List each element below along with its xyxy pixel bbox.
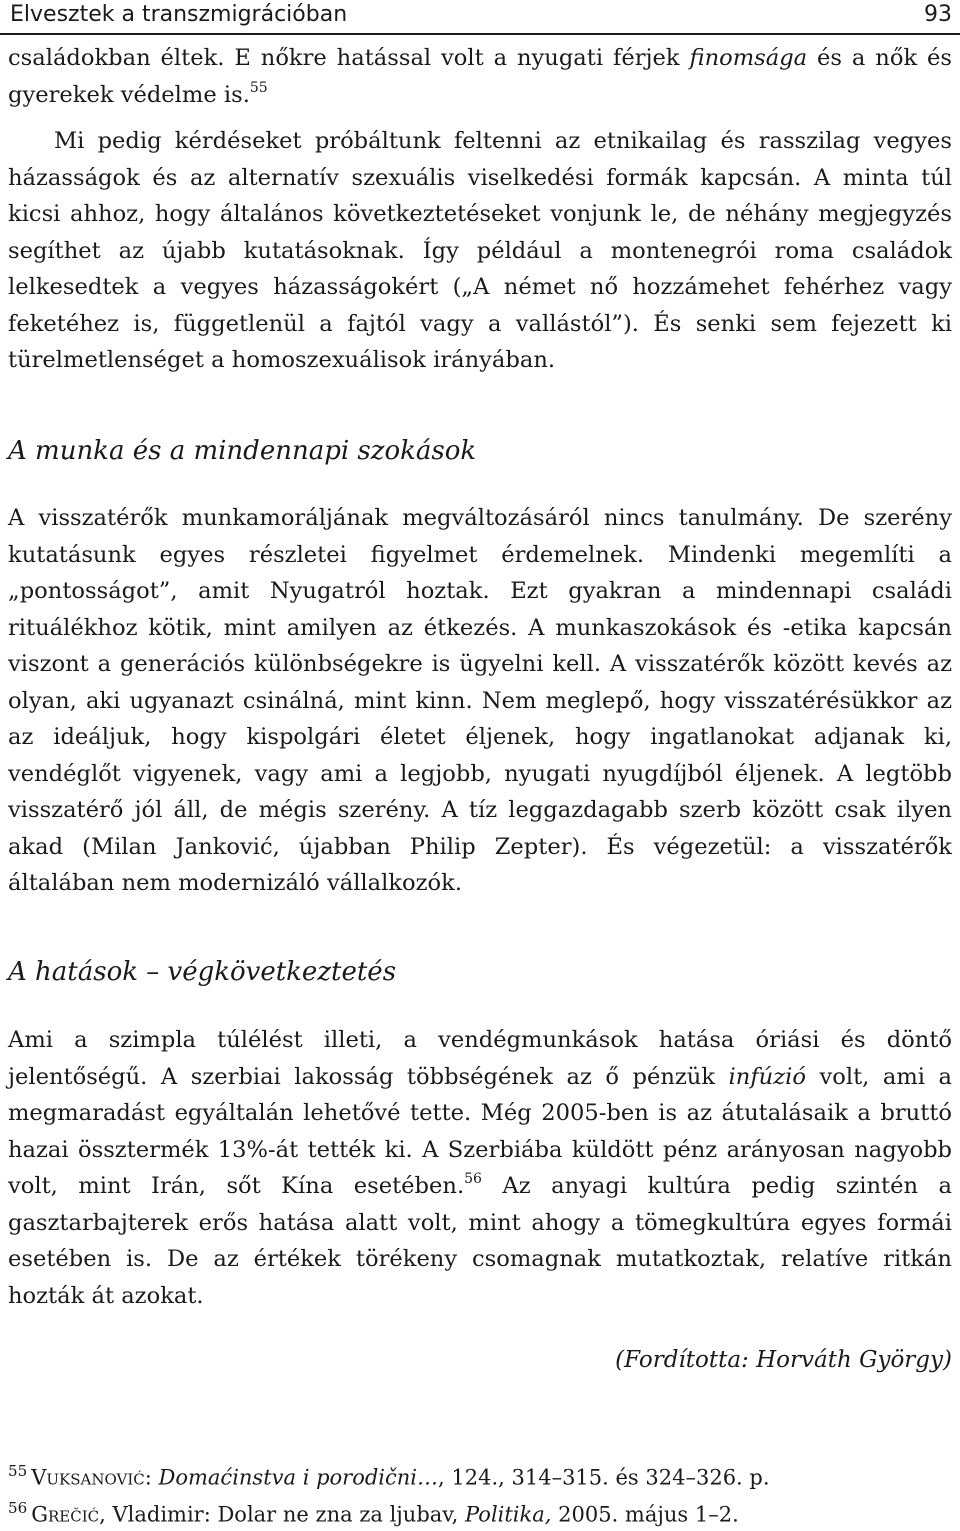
header-rule [0,33,960,35]
footnote-ref-55[interactable]: 55 [249,79,268,96]
emphasis: finomsága [689,45,808,71]
section-heading-work: A munka és a mindennapi szokások [8,436,477,466]
running-title: Elvesztek a transzmigrációban [10,2,348,27]
footnote-55: $^{55}$ Vuksanović: Domaćinstva i porodični…, 124., 314–315. és 324–326. p. [8,1462,770,1490]
footnote-56: $^{56}$ Grečić, Vladimir: Dolar ne zna za ljubav, Politika, 2005. május 1–2. [8,1499,739,1527]
emphasis: infúzió [728,1063,806,1090]
section-effects-body: Ami a szimpla túlélést illeti, a vendégmunkások hatása óriási és döntő jelentőségű. A szerbiai lakosság többségének az ő pénzük infúzió volt, ami a megmaradást egyáltalán lehetővé tette. Még 2005-ben is az átutalásaik a bruttó hazai össztermék 13%-át tették ki. A Szerbiába küldött pénz arányosan nagyobb volt, mint Irán, sőt Kína esetében.$^{56}$ Az anyagi kultúra pedig szintén a gasztarbajterek erős hatása alatt volt, mint ahogy a tömegkultúra egyes formái esetében is. De az értékek törékeny csomagnak mutatkoztak, relatíve ritkán hozták át azokat. [8,1027,952,1309]
page-number: 93 [924,2,952,27]
footnotes [8,1456,952,1531]
section-work-body: A visszatérők munkamoráljának megváltozásáról nincs tanulmány. De szerény kutatásunk egyes részletei figyelmet érdemelnek. Mindenki megemlíti a „pontosságot”, amit Nyugatról hoztak. Ezt gyakran a mindennapi családi rituálékhoz kötik, mint amilyen az étkezés. A munkaszokások és -etika kapcsán viszont a generációs különbségekre is ügyelni kell. A visszatérők között kevés az olyan, aki ugyanazt csinálná, mint kinn. Nem meglepő, hogy visszatérésükkor az az ideáljuk, hogy kispolgári életet éljenek, hogy ingatlanokat adjanak ki, vendéglőt vigyenek, vagy ami a legjobb, nyugati nyugdíjból éljenek. A legtöbb visszatérő jól áll, de mégis szerény. A tíz leggazdagabb szerb között csak ilyen akad (Milan Janković, újabban Philip Zepter). És végezetül: a visszatérők általában nem modernizáló vállalkozók. [8,505,952,896]
translator-credit: (Fordította: Horváth György) [615,1347,952,1373]
intro-paragraph-1: családokban éltek. E nőkre hatással volt a nyugati férjek finomsága és a nők és gyerekek védelme is.$^{55}$ [8,45,953,108]
footnote-ref-56[interactable]: 56 [464,1171,482,1188]
section-heading-effects: A hatások – végkövetkeztetés [8,957,397,987]
running-header [10,0,952,30]
intro-paragraph-2: Mi pedig kérdéseket próbáltunk feltenni az etnikailag és rasszilag vegyes házasságok és az alternatív szexuális viselkedési formák kapcsán. A minta túl kicsi ahhoz, hogy általános következtetéseket vonjunk le, de néhány megjegyzés segíthet az újabb kutatásoknak. Így például a montenegrói roma családok lelkesedtek a vegyes házasságokért („A német nő hozzámehet fehérhez vagy feketéhez is, függetlenül a fajtól vagy a vallástól”). És senki sem fejezett ki türelmetlenséget a homoszexuálisok irányában. [8,128,952,373]
